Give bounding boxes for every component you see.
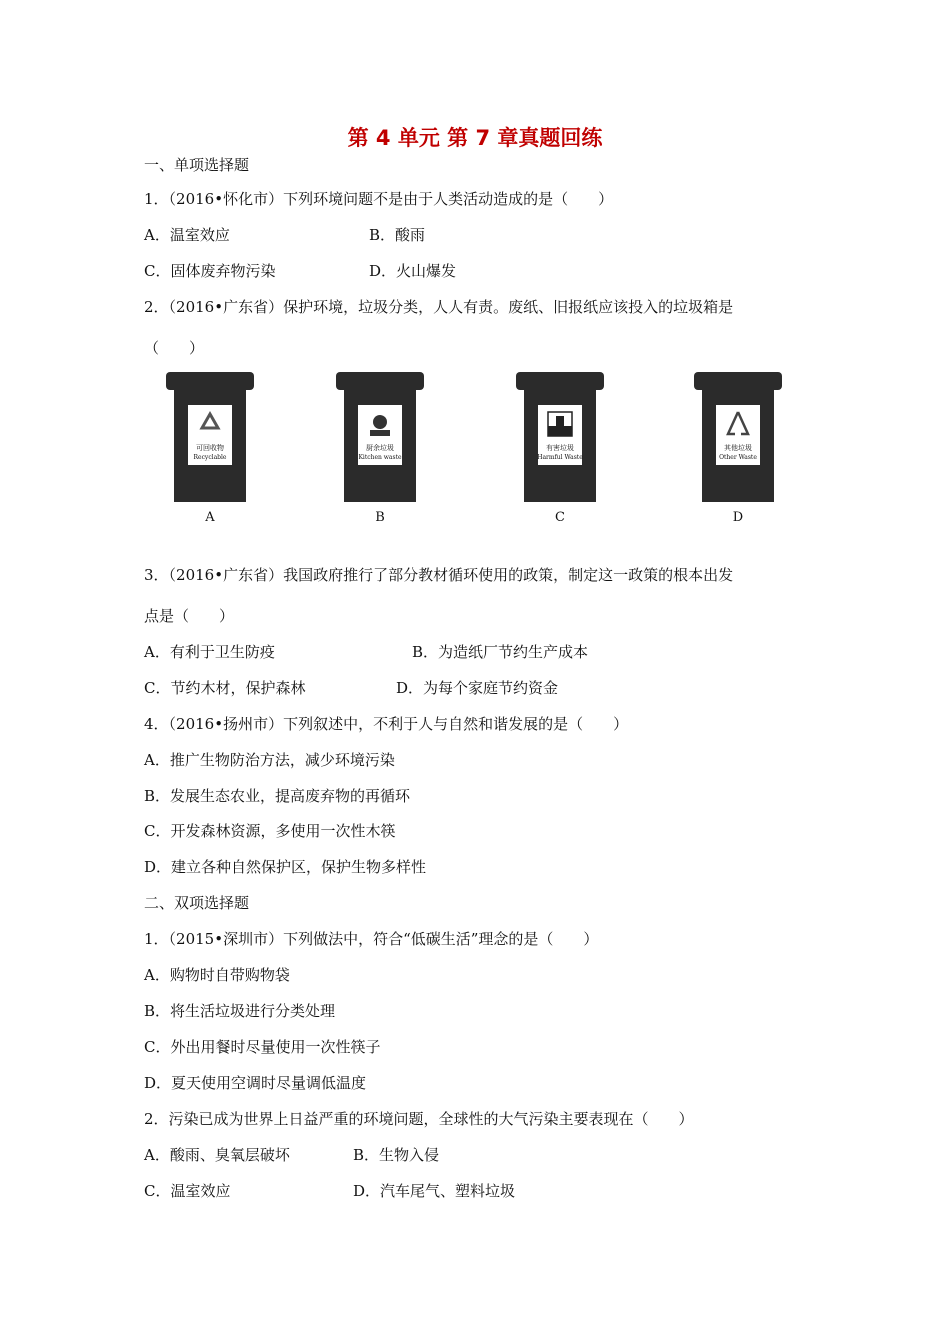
q1-option-c: C．固体废弃物污染 bbox=[144, 262, 276, 280]
bin-c bbox=[510, 370, 610, 530]
bin-b bbox=[330, 370, 430, 530]
harmful-waste-icon bbox=[548, 412, 572, 436]
q1-option-a: A．温室效应 bbox=[144, 226, 230, 244]
page-title: 第 4 单元 第 7 章真题回练 bbox=[347, 126, 603, 150]
s2-q1-option-a: A．购物时自带购物袋 bbox=[144, 966, 290, 984]
bin-a-cn: 可回收物 bbox=[196, 444, 224, 452]
bin-d bbox=[688, 370, 788, 530]
bin-b-en: Kitchen waste bbox=[358, 454, 402, 461]
bin-d-shape bbox=[688, 370, 788, 505]
bins-figure bbox=[160, 370, 800, 530]
q4-option-c: C．开发森林资源，多使用一次性木筷 bbox=[144, 822, 396, 840]
q2-blank: （ ） bbox=[144, 339, 205, 357]
bin-b-letter: B bbox=[375, 510, 385, 525]
q4-stem: 4．（2016•扬州市）下列叙述中，不利于人与自然和谐发展的是（ ） bbox=[144, 715, 629, 733]
bin-b-shape bbox=[330, 370, 430, 505]
s2-q1-stem: 1．（2015•深圳市）下列做法中，符合“低碳生活”理念的是（ ） bbox=[144, 930, 599, 948]
section2-heading: 二、双项选择题 bbox=[144, 894, 250, 912]
q4-option-b: B．发展生态农业，提高废弃物的再循环 bbox=[144, 787, 411, 805]
s2-q2-option-d: D．汽车尾气、塑料垃圾 bbox=[353, 1182, 516, 1200]
q3-option-b: B．为造纸厂节约生产成本 bbox=[412, 643, 589, 661]
q4-option-d: D．建立各种自然保护区，保护生物多样性 bbox=[144, 858, 427, 876]
bin-c-shape bbox=[510, 370, 610, 505]
bin-d-letter: D bbox=[732, 510, 744, 525]
s2-q1-option-d: D．夏天使用空调时尽量调低温度 bbox=[144, 1074, 367, 1092]
q1-stem: 1．（2016•怀化市）下列环境问题不是由于人类活动造成的是（ ） bbox=[144, 190, 614, 208]
q1-option-d: D．火山爆发 bbox=[369, 262, 457, 280]
bin-c-cn: 有害垃圾 bbox=[546, 444, 574, 452]
q3-stem-line1: 3．（2016•广东省）我国政府推行了部分教材循环使用的政策，制定这一政策的根本出发 bbox=[144, 566, 734, 584]
bin-c-en: Harmful Waste bbox=[537, 454, 583, 461]
s2-q2-option-a: A．酸雨、臭氧层破坏 bbox=[144, 1146, 290, 1164]
bin-a-shape bbox=[160, 370, 260, 505]
s2-q1-option-c: C．外出用餐时尽量使用一次性筷子 bbox=[144, 1038, 381, 1056]
bin-b-cn: 厨余垃圾 bbox=[366, 444, 394, 452]
q3-option-c: C．节约木材，保护森林 bbox=[144, 679, 306, 697]
bin-a-en: Recyclable bbox=[193, 454, 227, 461]
bin-d-cn: 其他垃圾 bbox=[724, 444, 752, 452]
bin-d-en: Other Waste bbox=[719, 454, 757, 461]
s2-q2-option-c: C．温室效应 bbox=[144, 1182, 231, 1200]
s2-q2-stem: 2．污染已成为世界上日益严重的环境问题，全球性的大气污染主要表现在（ ） bbox=[144, 1110, 694, 1128]
bin-a-letter: A bbox=[205, 510, 215, 525]
q3-stem-line2: 点是（ ） bbox=[144, 607, 235, 625]
s2-q2-option-b: B．生物入侵 bbox=[353, 1146, 440, 1164]
section1-heading: 一、单项选择题 bbox=[144, 156, 250, 174]
bin-a bbox=[160, 370, 260, 530]
q3-option-d: D．为每个家庭节约资金 bbox=[396, 679, 559, 697]
q1-option-b: B．酸雨 bbox=[369, 226, 426, 244]
bin-c-letter: C bbox=[555, 510, 565, 525]
q4-option-a: A．推广生物防治方法，减少环境污染 bbox=[144, 751, 395, 769]
q3-option-a: A．有利于卫生防疫 bbox=[144, 643, 275, 661]
s2-q1-option-b: B．将生活垃圾进行分类处理 bbox=[144, 1002, 336, 1020]
q2-stem: 2．（2016•广东省）保护环境，垃圾分类，人人有责。废纸、旧报纸应该投入的垃圾箱是 bbox=[144, 298, 734, 316]
